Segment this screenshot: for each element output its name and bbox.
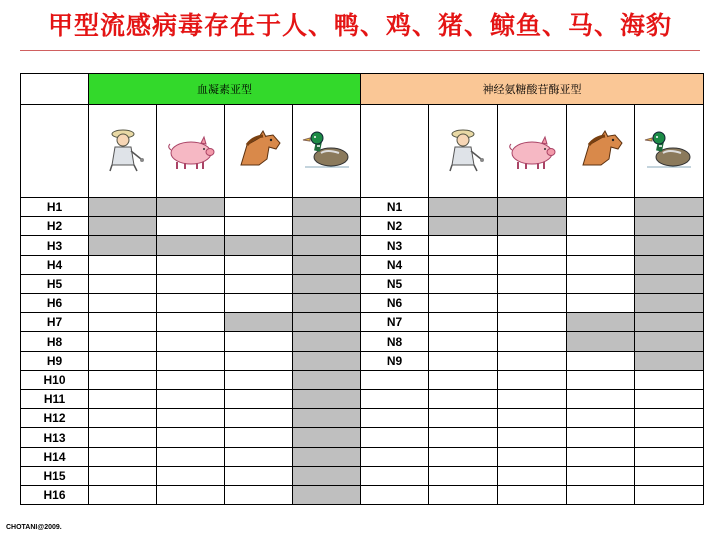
na-presence-cell-empty xyxy=(497,370,567,390)
na-presence-cell-filled xyxy=(428,197,498,217)
na-subtype-label: N2 xyxy=(360,216,429,236)
animal-cell xyxy=(224,104,293,198)
ha-presence-cell-empty xyxy=(156,427,225,448)
ha-subtype-label: H16 xyxy=(20,485,89,505)
ha-presence-cell-filled xyxy=(292,235,361,256)
na-presence-cell-empty xyxy=(428,485,498,505)
human-icon xyxy=(437,125,489,177)
na-presence-cell-empty xyxy=(634,447,704,467)
ha-presence-cell-empty xyxy=(156,293,225,313)
ha-subtype-label: H14 xyxy=(20,447,89,467)
ha-presence-cell-empty xyxy=(156,466,225,486)
na-presence-cell-filled xyxy=(497,197,567,217)
na-presence-cell-empty xyxy=(497,408,567,428)
ha-presence-cell-empty xyxy=(224,408,293,428)
ha-presence-cell-filled xyxy=(224,235,293,256)
page-title: 甲型流感病毒存在于人、鸭、鸡、猪、鲸鱼、马、海豹 xyxy=(47,11,672,40)
na-subtype-label: N3 xyxy=(360,235,429,256)
na-presence-cell-empty xyxy=(428,331,498,352)
na-presence-cell-empty xyxy=(566,370,635,390)
na-subtype-label: N7 xyxy=(360,312,429,332)
ha-subtype-label: H13 xyxy=(20,427,89,448)
na-presence-cell-empty xyxy=(566,408,635,428)
ha-presence-cell-empty xyxy=(224,331,293,352)
na-presence-cell-empty xyxy=(497,427,567,448)
ha-presence-cell-empty xyxy=(156,447,225,467)
ha-presence-cell-filled xyxy=(88,197,157,217)
na-presence-cell-empty xyxy=(497,312,567,332)
ha-presence-cell-empty xyxy=(156,408,225,428)
na-presence-cell-empty xyxy=(634,389,704,409)
ha-presence-cell-empty xyxy=(224,274,293,294)
ha-presence-cell-filled xyxy=(156,197,225,217)
na-presence-cell-empty xyxy=(566,447,635,467)
ha-presence-cell-empty xyxy=(156,255,225,275)
na-empty-label xyxy=(360,485,429,505)
ha-presence-cell-filled xyxy=(292,312,361,332)
ha-subtype-label: H4 xyxy=(20,255,89,275)
ha-presence-cell-empty xyxy=(224,447,293,467)
animal-cell xyxy=(428,104,498,198)
ha-subtype-label: H1 xyxy=(20,197,89,217)
ha-presence-cell-empty xyxy=(156,216,225,236)
na-subtype-label: N8 xyxy=(360,331,429,352)
na-empty-label xyxy=(360,389,429,409)
na-presence-cell-empty xyxy=(497,466,567,486)
ha-presence-cell-empty xyxy=(224,255,293,275)
na-empty-label xyxy=(360,370,429,390)
icon-row-corner-na xyxy=(360,104,429,198)
ha-presence-cell-filled xyxy=(292,331,361,352)
na-presence-cell-empty xyxy=(497,255,567,275)
ha-presence-cell-empty xyxy=(156,351,225,371)
horse-icon xyxy=(575,125,627,177)
ha-presence-cell-empty xyxy=(88,389,157,409)
na-presence-cell-empty xyxy=(428,312,498,332)
ha-subtype-label: H8 xyxy=(20,331,89,352)
na-presence-cell-empty xyxy=(566,255,635,275)
animal-cell xyxy=(566,104,635,198)
ha-subtype-label: H10 xyxy=(20,370,89,390)
ha-presence-cell-filled xyxy=(156,235,225,256)
na-presence-cell-empty xyxy=(634,485,704,505)
na-presence-cell-empty xyxy=(566,427,635,448)
ha-presence-cell-filled xyxy=(292,447,361,467)
na-presence-cell-empty xyxy=(428,255,498,275)
na-subtype-label: N4 xyxy=(360,255,429,275)
na-subtype-label: N6 xyxy=(360,293,429,313)
na-presence-cell-empty xyxy=(428,447,498,467)
ha-presence-cell-filled xyxy=(292,255,361,275)
header-corner-ha xyxy=(20,73,89,105)
pig-icon xyxy=(506,125,558,177)
na-presence-cell-filled xyxy=(634,351,704,371)
na-presence-cell-empty xyxy=(428,274,498,294)
ha-presence-cell-empty xyxy=(156,389,225,409)
na-presence-cell-empty xyxy=(566,216,635,236)
icon-row-corner-ha xyxy=(20,104,89,198)
na-presence-cell-empty xyxy=(497,389,567,409)
ha-presence-cell-empty xyxy=(88,370,157,390)
ha-presence-cell-empty xyxy=(156,485,225,505)
ha-presence-cell-filled xyxy=(292,408,361,428)
ha-presence-cell-filled xyxy=(224,312,293,332)
ha-presence-cell-empty xyxy=(88,274,157,294)
ha-presence-cell-empty xyxy=(88,255,157,275)
ha-presence-cell-filled xyxy=(292,485,361,505)
na-presence-cell-filled xyxy=(634,274,704,294)
ha-presence-cell-filled xyxy=(292,351,361,371)
na-presence-cell-empty xyxy=(497,331,567,352)
na-presence-cell-empty xyxy=(497,351,567,371)
ha-presence-cell-empty xyxy=(224,216,293,236)
na-presence-cell-empty xyxy=(428,466,498,486)
ha-presence-cell-empty xyxy=(88,485,157,505)
ha-subtype-label: H5 xyxy=(20,274,89,294)
na-presence-cell-filled xyxy=(428,216,498,236)
na-empty-label xyxy=(360,427,429,448)
ha-presence-cell-empty xyxy=(88,427,157,448)
ha-presence-cell-filled xyxy=(292,427,361,448)
ha-subtype-label: H7 xyxy=(20,312,89,332)
animal-cell xyxy=(634,104,704,198)
ha-presence-cell-filled xyxy=(292,274,361,294)
ha-subtype-label: H9 xyxy=(20,351,89,371)
na-presence-cell-empty xyxy=(566,235,635,256)
na-presence-cell-empty xyxy=(497,447,567,467)
na-presence-cell-empty xyxy=(428,370,498,390)
na-presence-cell-empty xyxy=(566,197,635,217)
ha-presence-cell-empty xyxy=(88,331,157,352)
na-presence-cell-empty xyxy=(634,408,704,428)
ha-presence-cell-empty xyxy=(88,466,157,486)
ha-presence-cell-empty xyxy=(224,197,293,217)
na-presence-cell-empty xyxy=(566,389,635,409)
na-presence-cell-empty xyxy=(566,466,635,486)
ha-header: 血凝素亚型 xyxy=(88,73,361,105)
na-presence-cell-filled xyxy=(634,235,704,256)
ha-presence-cell-filled xyxy=(292,466,361,486)
ha-presence-cell-empty xyxy=(156,312,225,332)
na-presence-cell-empty xyxy=(428,389,498,409)
na-empty-label xyxy=(360,466,429,486)
na-presence-cell-filled xyxy=(634,216,704,236)
na-empty-label xyxy=(360,408,429,428)
copyright-footer: CHOTANI@2009. xyxy=(6,524,62,531)
na-header: 神经氨糖酸苷酶亚型 xyxy=(360,73,704,105)
na-presence-cell-filled xyxy=(566,331,635,352)
na-subtype-label: N5 xyxy=(360,274,429,294)
ha-subtype-label: H2 xyxy=(20,216,89,236)
na-presence-cell-empty xyxy=(634,370,704,390)
na-presence-cell-empty xyxy=(497,274,567,294)
ha-presence-cell-empty xyxy=(224,427,293,448)
ha-presence-cell-filled xyxy=(292,197,361,217)
ha-presence-cell-empty xyxy=(224,389,293,409)
na-subtype-label: N1 xyxy=(360,197,429,217)
ha-presence-cell-empty xyxy=(156,331,225,352)
na-presence-cell-empty xyxy=(428,408,498,428)
na-presence-cell-filled xyxy=(634,197,704,217)
human-icon xyxy=(97,125,149,177)
horse-icon xyxy=(233,125,285,177)
ha-presence-cell-empty xyxy=(88,408,157,428)
ha-presence-cell-empty xyxy=(224,351,293,371)
duck-icon xyxy=(643,125,695,177)
na-presence-cell-empty xyxy=(428,427,498,448)
ha-presence-cell-empty xyxy=(88,312,157,332)
na-presence-cell-empty xyxy=(497,485,567,505)
ha-subtype-label: H3 xyxy=(20,235,89,256)
na-presence-cell-filled xyxy=(634,255,704,275)
na-presence-cell-filled xyxy=(634,331,704,352)
ha-presence-cell-empty xyxy=(88,293,157,313)
ha-subtype-label: H6 xyxy=(20,293,89,313)
ha-presence-cell-empty xyxy=(224,293,293,313)
na-presence-cell-empty xyxy=(428,351,498,371)
animal-cell xyxy=(156,104,225,198)
na-presence-cell-empty xyxy=(566,485,635,505)
na-presence-cell-empty xyxy=(428,235,498,256)
na-presence-cell-empty xyxy=(497,235,567,256)
ha-presence-cell-filled xyxy=(292,216,361,236)
ha-presence-cell-empty xyxy=(88,447,157,467)
ha-subtype-label: H12 xyxy=(20,408,89,428)
ha-presence-cell-filled xyxy=(292,389,361,409)
na-empty-label xyxy=(360,447,429,467)
na-subtype-label: N9 xyxy=(360,351,429,371)
pig-icon xyxy=(165,125,217,177)
na-presence-cell-filled xyxy=(634,293,704,313)
na-presence-cell-empty xyxy=(634,466,704,486)
animal-cell xyxy=(88,104,157,198)
title-divider xyxy=(20,50,700,51)
na-presence-cell-empty xyxy=(497,293,567,313)
ha-presence-cell-empty xyxy=(224,485,293,505)
ha-presence-cell-empty xyxy=(156,370,225,390)
na-presence-cell-filled xyxy=(497,216,567,236)
ha-presence-cell-empty xyxy=(224,466,293,486)
animal-cell xyxy=(497,104,567,198)
na-presence-cell-filled xyxy=(634,312,704,332)
ha-presence-cell-empty xyxy=(156,274,225,294)
ha-subtype-label: H11 xyxy=(20,389,89,409)
ha-presence-cell-empty xyxy=(88,351,157,371)
na-presence-cell-filled xyxy=(566,312,635,332)
na-presence-cell-empty xyxy=(428,293,498,313)
ha-presence-cell-filled xyxy=(292,293,361,313)
ha-subtype-label: H15 xyxy=(20,466,89,486)
duck-icon xyxy=(301,125,353,177)
animal-cell xyxy=(292,104,361,198)
ha-presence-cell-filled xyxy=(88,216,157,236)
na-presence-cell-empty xyxy=(566,351,635,371)
na-presence-cell-empty xyxy=(566,293,635,313)
ha-presence-cell-empty xyxy=(224,370,293,390)
ha-presence-cell-filled xyxy=(88,235,157,256)
na-presence-cell-empty xyxy=(566,274,635,294)
na-presence-cell-empty xyxy=(634,427,704,448)
ha-presence-cell-filled xyxy=(292,370,361,390)
